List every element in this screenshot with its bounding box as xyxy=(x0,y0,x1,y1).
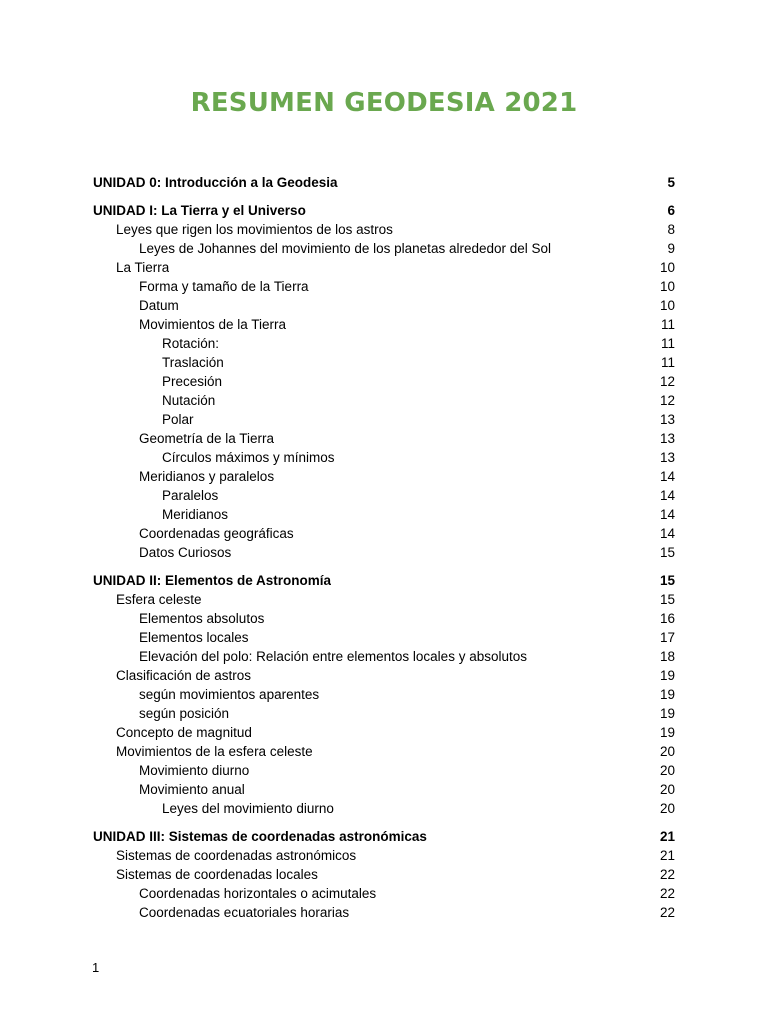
toc-entry[interactable] xyxy=(93,590,675,609)
toc-entry-label: Meridianos xyxy=(162,507,229,522)
toc-entry[interactable] xyxy=(93,353,675,372)
toc-entry-page-number: 12 xyxy=(659,393,675,408)
toc-entry-label: Rotación: xyxy=(162,336,220,351)
toc-entry[interactable] xyxy=(93,704,675,723)
toc-entry-label: Sistemas de coordenadas locales xyxy=(116,867,318,882)
toc-entry-label: Elevación del polo: Relación entre elementos locales y absolutos xyxy=(139,649,527,664)
toc-entry-label: según movimientos aparentes xyxy=(139,687,320,702)
toc-entry-label: Nutación xyxy=(162,393,216,408)
toc-entry-page-number: 20 xyxy=(659,763,675,778)
toc-entry[interactable] xyxy=(93,865,675,884)
toc-entry-page-number: 14 xyxy=(659,469,675,484)
toc-entry-label: UNIDAD I: La Tierra y el Universo xyxy=(93,203,306,218)
toc-entry-page-number: 22 xyxy=(659,886,675,901)
toc-entry[interactable] xyxy=(93,486,675,505)
toc-entry-page-number: 19 xyxy=(659,725,675,740)
document-title: RESUMEN GEODESIA 2021 xyxy=(190,88,578,118)
toc-entry[interactable] xyxy=(93,410,675,429)
toc-entry-page-number: 10 xyxy=(659,279,675,294)
toc-entry-label: Precesión xyxy=(162,374,223,389)
toc-unit-entry[interactable] xyxy=(93,201,675,220)
toc-entry-page-number: 13 xyxy=(659,431,675,446)
toc-entry[interactable] xyxy=(93,277,675,296)
toc-entry[interactable] xyxy=(93,799,675,818)
table-of-contents xyxy=(93,173,675,922)
toc-entry-label: Leyes de Johannes del movimiento de los planetas alrededor del Sol xyxy=(139,241,552,256)
toc-entry[interactable] xyxy=(93,448,675,467)
toc-entry-page-number: 19 xyxy=(659,687,675,702)
toc-entry[interactable] xyxy=(93,372,675,391)
toc-entry[interactable] xyxy=(93,761,675,780)
toc-entry[interactable] xyxy=(93,239,675,258)
toc-entry-page-number: 9 xyxy=(667,241,675,256)
toc-entry[interactable] xyxy=(93,467,675,486)
toc-entry[interactable] xyxy=(93,903,675,922)
toc-entry-page-number: 20 xyxy=(659,744,675,759)
toc-entry-page-number: 14 xyxy=(659,488,675,503)
toc-unit-entry[interactable] xyxy=(93,827,675,846)
toc-entry[interactable] xyxy=(93,296,675,315)
toc-unit-entry[interactable] xyxy=(93,173,675,192)
toc-entry[interactable] xyxy=(93,543,675,562)
toc-entry-label: Meridianos y paralelos xyxy=(139,469,275,484)
toc-entry[interactable] xyxy=(93,258,675,277)
toc-entry[interactable] xyxy=(93,685,675,704)
toc-entry[interactable] xyxy=(93,505,675,524)
toc-entry-page-number: 8 xyxy=(667,222,675,237)
toc-entry-label: UNIDAD 0: Introducción a la Geodesia xyxy=(93,175,338,190)
toc-entry-page-number: 17 xyxy=(659,630,675,645)
toc-entry-page-number: 5 xyxy=(667,175,675,190)
toc-entry-label: Leyes que rigen los movimientos de los astros xyxy=(116,222,393,237)
toc-entry-page-number: 19 xyxy=(659,706,675,721)
toc-entry-label: Esfera celeste xyxy=(116,592,202,607)
toc-entry-label: según posición xyxy=(139,706,230,721)
toc-entry-label: UNIDAD II: Elementos de Astronomía xyxy=(93,573,332,588)
toc-entry-label: Concepto de magnitud xyxy=(116,725,252,740)
toc-entry-page-number: 10 xyxy=(659,260,675,275)
toc-entry-label: La Tierra xyxy=(116,260,170,275)
toc-entry-label: Movimiento anual xyxy=(139,782,245,797)
toc-entry[interactable] xyxy=(93,609,675,628)
toc-entry[interactable] xyxy=(93,429,675,448)
toc-entry-label: Elementos locales xyxy=(139,630,249,645)
toc-entry-page-number: 18 xyxy=(659,649,675,664)
toc-entry-label: Coordenadas geográficas xyxy=(139,526,294,541)
toc-entry-page-number: 14 xyxy=(659,526,675,541)
toc-entry[interactable] xyxy=(93,780,675,799)
toc-entry[interactable] xyxy=(93,884,675,903)
toc-entry-label: Traslación xyxy=(162,355,224,370)
toc-entry-label: Movimientos de la Tierra xyxy=(139,317,287,332)
toc-entry-page-number: 19 xyxy=(659,668,675,683)
toc-entry-label: Polar xyxy=(162,412,194,427)
toc-entry[interactable] xyxy=(93,846,675,865)
toc-entry-label: Clasificación de astros xyxy=(116,668,252,683)
toc-entry-page-number: 22 xyxy=(659,867,675,882)
toc-entry-page-number: 16 xyxy=(659,611,675,626)
toc-entry-page-number: 15 xyxy=(659,592,675,607)
toc-entry-label: Sistemas de coordenadas astronómicos xyxy=(116,848,357,863)
toc-entry-label: Movimientos de la esfera celeste xyxy=(116,744,313,759)
toc-entry-page-number: 10 xyxy=(659,298,675,313)
toc-entry-page-number: 11 xyxy=(660,336,675,351)
toc-entry[interactable] xyxy=(93,334,675,353)
toc-entry[interactable] xyxy=(93,742,675,761)
toc-entry[interactable] xyxy=(93,524,675,543)
toc-entry-label: Datum xyxy=(139,298,179,313)
toc-entry[interactable] xyxy=(93,315,675,334)
toc-entry-label: Coordenadas ecuatoriales horarias xyxy=(139,905,350,920)
toc-entry-page-number: 21 xyxy=(659,848,675,863)
toc-entry-page-number: 6 xyxy=(667,203,675,218)
toc-entry-page-number: 21 xyxy=(659,829,675,844)
toc-entry-label: Paralelos xyxy=(162,488,219,503)
toc-entry-page-number: 20 xyxy=(659,782,675,797)
toc-entry-label: Elementos absolutos xyxy=(139,611,265,626)
toc-unit-entry[interactable] xyxy=(93,571,675,590)
toc-entry-label: UNIDAD III: Sistemas de coordenadas astronómicas xyxy=(93,829,427,844)
toc-entry[interactable] xyxy=(93,220,675,239)
toc-entry-page-number: 20 xyxy=(659,801,675,816)
toc-entry[interactable] xyxy=(93,628,675,647)
toc-entry-label: Coordenadas horizontales o acimutales xyxy=(139,886,377,901)
toc-entry-page-number: 15 xyxy=(659,545,675,560)
page-number: 1 xyxy=(92,960,100,975)
toc-entry-page-number: 12 xyxy=(659,374,675,389)
toc-entry-label: Forma y tamaño de la Tierra xyxy=(139,279,309,294)
toc-entry-page-number: 13 xyxy=(659,450,675,465)
toc-entry-page-number: 22 xyxy=(659,905,675,920)
toc-entry-page-number: 11 xyxy=(660,317,675,332)
toc-entry-page-number: 14 xyxy=(659,507,675,522)
toc-entry[interactable] xyxy=(93,391,675,410)
toc-entry-label: Datos Curiosos xyxy=(139,545,232,560)
toc-entry-label: Círculos máximos y mínimos xyxy=(162,450,335,465)
toc-entry-label: Leyes del movimiento diurno xyxy=(162,801,334,816)
toc-entry[interactable] xyxy=(93,647,675,666)
toc-entry-label: Movimiento diurno xyxy=(139,763,250,778)
toc-entry-page-number: 13 xyxy=(659,412,675,427)
toc-entry-page-number: 11 xyxy=(660,355,675,370)
toc-entry-page-number: 15 xyxy=(659,573,675,588)
toc-entry[interactable] xyxy=(93,723,675,742)
toc-entry[interactable] xyxy=(93,666,675,685)
toc-entry-label: Geometría de la Tierra xyxy=(139,431,275,446)
